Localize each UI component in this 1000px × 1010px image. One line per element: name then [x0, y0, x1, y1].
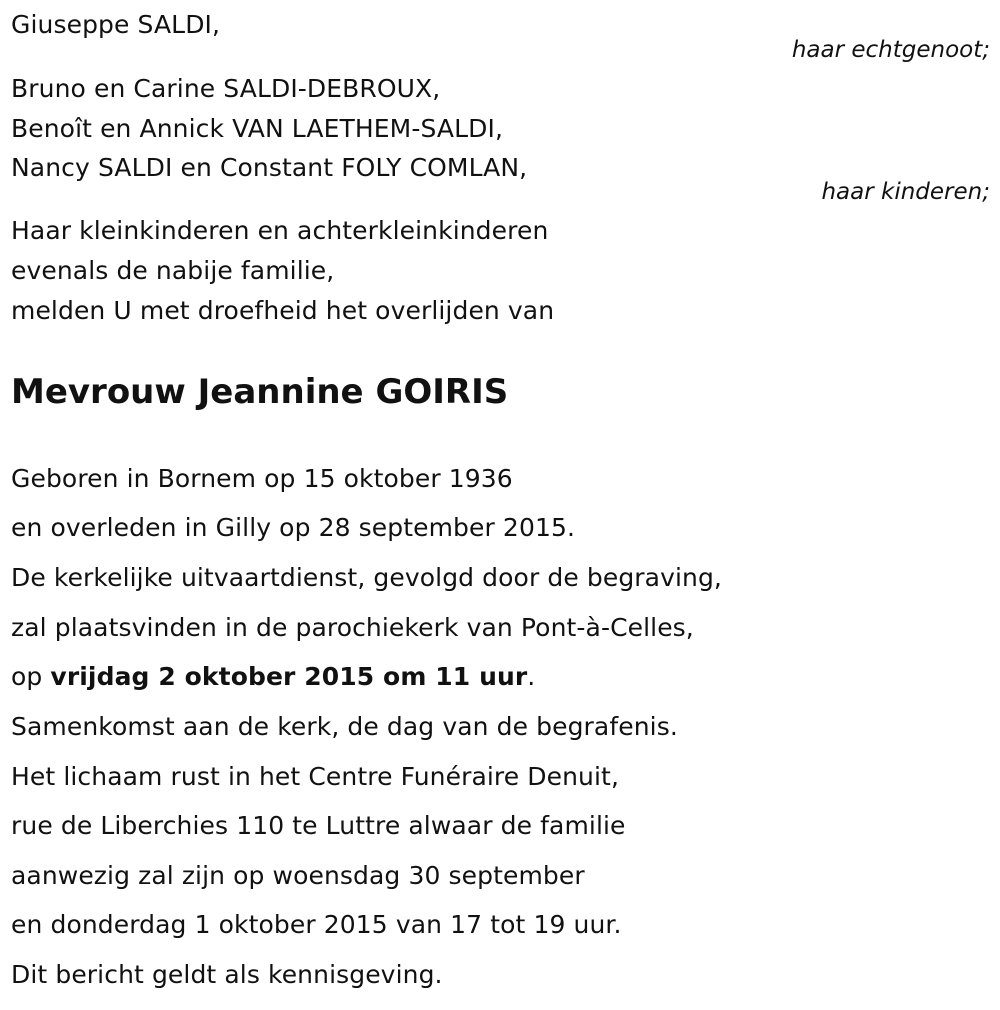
family-line: melden U met droefheid het overlijden van: [11, 296, 555, 325]
family-line: evenals de nabije familie,: [11, 256, 335, 285]
children-role: haar kinderen;: [821, 179, 990, 205]
rest-line: en donderdag 1 oktober 2015 van 17 tot 19 uur.: [11, 910, 622, 939]
child-line: Benoît en Annick VAN LAETHEM-SALDI,: [11, 114, 503, 143]
deceased-name: Mevrouw Jeannine GOIRIS: [11, 372, 509, 412]
service-line: De kerkelijke uitvaartdienst, gevolgd door de begraving,: [11, 563, 722, 592]
notice-line: Dit bericht geldt als kennisgeving.: [11, 960, 443, 989]
rest-line: rue de Liberchies 110 te Luttre alwaar de familie: [11, 811, 626, 840]
service-date: vrijdag 2 oktober 2015 om 11 uur: [50, 662, 528, 691]
gathering-line: Samenkomst aan de kerk, de dag van de begrafenis.: [11, 712, 678, 741]
rest-line: aanwezig zal zijn op woensdag 30 september: [11, 861, 585, 890]
spouse-name: Giuseppe SALDI,: [11, 10, 221, 39]
child-line: Bruno en Carine SALDI-DEBROUX,: [11, 74, 441, 103]
family-line: Haar kleinkinderen en achterkleinkinderen: [11, 216, 549, 245]
birth-line: Geboren in Bornem op 15 oktober 1936: [11, 464, 513, 493]
service-date-prefix: op: [11, 662, 51, 691]
rest-line: Het lichaam rust in het Centre Funéraire Denuit,: [11, 762, 619, 791]
service-date-line: [11, 662, 535, 692]
death-line: en overleden in Gilly op 28 september 2015.: [11, 513, 576, 542]
service-date-suffix: .: [527, 662, 536, 691]
service-line: zal plaatsvinden in de parochiekerk van Pont-à-Celles,: [11, 613, 694, 642]
child-line: Nancy SALDI en Constant FOLY COMLAN,: [11, 153, 528, 182]
spouse-role: haar echtgenoot;: [791, 37, 990, 63]
